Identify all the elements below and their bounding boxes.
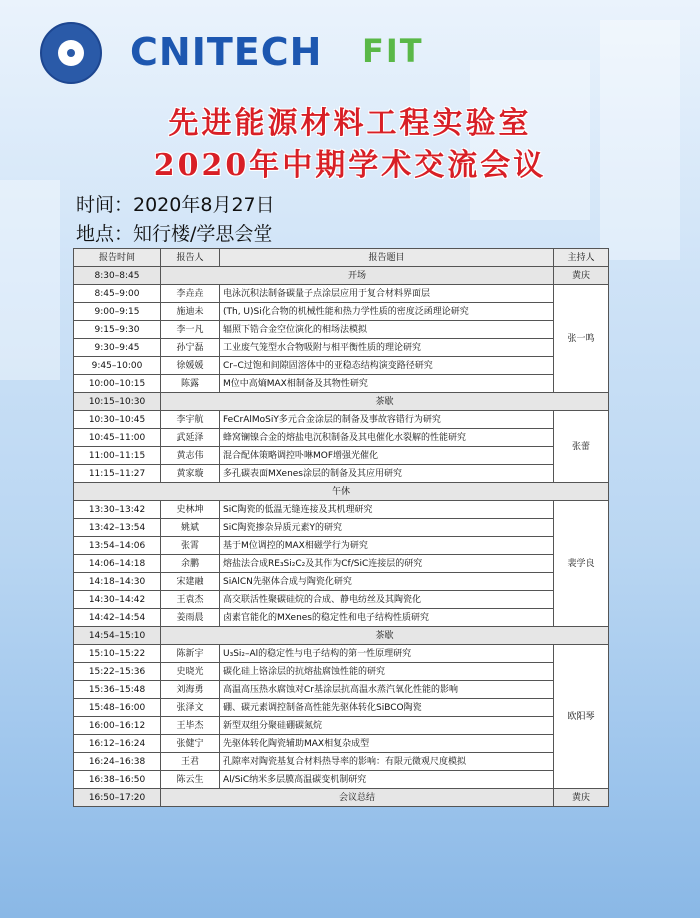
row-time: 9:15–9:30 bbox=[74, 321, 161, 339]
row-topic: 会议总结 bbox=[161, 789, 554, 807]
row-time: 10:00–10:15 bbox=[74, 375, 161, 393]
row-time: 13:42–13:54 bbox=[74, 519, 161, 537]
table-row bbox=[74, 501, 609, 519]
row-topic: 茶歇 bbox=[161, 627, 609, 645]
table-row bbox=[74, 645, 609, 663]
table-row bbox=[74, 339, 609, 357]
row-host: 欧阳琴 bbox=[554, 645, 609, 789]
table-row bbox=[74, 267, 609, 285]
row-topic: 新型双组分聚硅硼碳氮烷 bbox=[220, 717, 554, 735]
row-speaker: 王袁杰 bbox=[161, 591, 220, 609]
table-row bbox=[74, 753, 609, 771]
cnitech-logo: CNITECH bbox=[130, 30, 323, 74]
header-time: 报告时间 bbox=[74, 249, 161, 267]
table-row bbox=[74, 303, 609, 321]
table-row bbox=[74, 447, 609, 465]
row-time: 11:00–11:15 bbox=[74, 447, 161, 465]
row-speaker: 宋建融 bbox=[161, 573, 220, 591]
title-line2: 2020年中期学术交流会议 bbox=[153, 148, 547, 183]
row-host: 裴学良 bbox=[554, 501, 609, 627]
row-speaker: 武延泽 bbox=[161, 429, 220, 447]
row-topic: Cr–C过饱和间隙固溶体中的亚稳态结构演变路径研究 bbox=[220, 357, 554, 375]
row-topic: Al/SiC纳米多层膜高温碳变机制研究 bbox=[220, 771, 554, 789]
table-row bbox=[74, 771, 609, 789]
title-line1: 先进能源材料工程实验室 bbox=[168, 106, 532, 141]
row-speaker: 姜雨晨 bbox=[161, 609, 220, 627]
row-time: 10:15–10:30 bbox=[74, 393, 161, 411]
table-row bbox=[74, 663, 609, 681]
row-topic: 工业废气笼型水合物吸附与相平衡性质的理论研究 bbox=[220, 339, 554, 357]
row-speaker: 王君 bbox=[161, 753, 220, 771]
row-speaker: 陈云生 bbox=[161, 771, 220, 789]
row-time: 14:06–14:18 bbox=[74, 555, 161, 573]
table-row bbox=[74, 429, 609, 447]
row-topic: 碳化硅上铬涂层的抗熔盐腐蚀性能的研究 bbox=[220, 663, 554, 681]
row-time: 14:30–14:42 bbox=[74, 591, 161, 609]
row-topic: 多孔碳表面MXenes涂层的制备及其应用研究 bbox=[220, 465, 554, 483]
row-time: 11:15–11:27 bbox=[74, 465, 161, 483]
row-topic: 高温高压热水腐蚀对Cr基涂层抗高温水蒸汽氧化性能的影响 bbox=[220, 681, 554, 699]
header-speaker: 报告人 bbox=[161, 249, 220, 267]
background-panel bbox=[0, 180, 60, 380]
event-time: 时间：2020年8月27日 bbox=[76, 194, 275, 216]
table-row bbox=[74, 411, 609, 429]
table-row bbox=[74, 717, 609, 735]
table-row bbox=[74, 537, 609, 555]
row-topic: 先驱体转化陶瓷辅助MAX相复杂成型 bbox=[220, 735, 554, 753]
row-time: 16:50–17:20 bbox=[74, 789, 161, 807]
row-host: 黄庆 bbox=[554, 267, 609, 285]
row-time: 14:54–15:10 bbox=[74, 627, 161, 645]
row-topic: SiAlCN先驱体合成与陶瓷化研究 bbox=[220, 573, 554, 591]
row-speaker: 史晓光 bbox=[161, 663, 220, 681]
table-row bbox=[74, 681, 609, 699]
header-host: 主持人 bbox=[554, 249, 609, 267]
row-speaker: 孙宁磊 bbox=[161, 339, 220, 357]
row-host: 张蕾 bbox=[554, 411, 609, 483]
row-speaker: 陈露 bbox=[161, 375, 220, 393]
row-topic: 茶歇 bbox=[161, 393, 609, 411]
table-row bbox=[74, 321, 609, 339]
row-topic: 孔隙率对陶瓷基复合材料热导率的影响：有限元微观尺度模拟 bbox=[220, 753, 554, 771]
row-speaker: 王毕杰 bbox=[161, 717, 220, 735]
row-host: 张一鸣 bbox=[554, 285, 609, 393]
row-time: 14:18–14:30 bbox=[74, 573, 161, 591]
row-speaker: 张泽文 bbox=[161, 699, 220, 717]
header-topic: 报告题目 bbox=[220, 249, 554, 267]
row-time: 13:30–13:42 bbox=[74, 501, 161, 519]
table-header-row bbox=[74, 249, 609, 267]
table-row bbox=[74, 483, 609, 501]
row-topic: SiC陶瓷掺杂异质元素Y的研究 bbox=[220, 519, 554, 537]
table-row bbox=[74, 555, 609, 573]
row-speaker: 李宇航 bbox=[161, 411, 220, 429]
schedule-table bbox=[73, 248, 609, 807]
row-topic: U₃Si₂–Al的稳定性与电子结构的第一性原理研究 bbox=[220, 645, 554, 663]
table-row bbox=[74, 627, 609, 645]
row-host: 黄庆 bbox=[554, 789, 609, 807]
table-row bbox=[74, 573, 609, 591]
row-speaker: 余鹏 bbox=[161, 555, 220, 573]
table-row bbox=[74, 519, 609, 537]
row-speaker: 姚斌 bbox=[161, 519, 220, 537]
row-topic: SiC陶瓷的低温无缝连接及其机理研究 bbox=[220, 501, 554, 519]
row-time: 15:22–15:36 bbox=[74, 663, 161, 681]
header bbox=[0, 0, 700, 100]
row-topic: 辐照下锆合金空位演化的相场法模拟 bbox=[220, 321, 554, 339]
row-speaker: 黄家璇 bbox=[161, 465, 220, 483]
row-topic: 高交联活性聚碳硅烷的合成、静电纺丝及其陶瓷化 bbox=[220, 591, 554, 609]
table-row bbox=[74, 393, 609, 411]
row-speaker: 黄志伟 bbox=[161, 447, 220, 465]
row-topic: 午休 bbox=[74, 483, 609, 501]
table-row bbox=[74, 465, 609, 483]
row-time: 16:12–16:24 bbox=[74, 735, 161, 753]
row-topic: 基于M位调控的MAX相磁学行为研究 bbox=[220, 537, 554, 555]
table-row bbox=[74, 375, 609, 393]
row-topic: M位中高熵MAX相制备及其物性研究 bbox=[220, 375, 554, 393]
row-topic: 熔盐法合成RE₃Si₂C₂及其作为Cf/SiC连接层的研究 bbox=[220, 555, 554, 573]
row-speaker: 张健宁 bbox=[161, 735, 220, 753]
row-time: 14:42–14:54 bbox=[74, 609, 161, 627]
table-row bbox=[74, 735, 609, 753]
row-time: 8:30–8:45 bbox=[74, 267, 161, 285]
row-time: 9:45–10:00 bbox=[74, 357, 161, 375]
row-topic: 混合配体策略调控卟啉MOF增强光催化 bbox=[220, 447, 554, 465]
row-speaker: 施迪未 bbox=[161, 303, 220, 321]
row-time: 16:38–16:50 bbox=[74, 771, 161, 789]
row-speaker: 张霄 bbox=[161, 537, 220, 555]
row-topic: FeCrAlMoSiY多元合金涂层的制备及事故容错行为研究 bbox=[220, 411, 554, 429]
cas-seal-icon bbox=[40, 22, 102, 84]
row-time: 15:48–16:00 bbox=[74, 699, 161, 717]
row-topic: 卤素官能化的MXenes的稳定性和电子结构性质研究 bbox=[220, 609, 554, 627]
row-topic: 蜂窝镧镍合金的熔盐电沉积制备及其电催化水裂解的性能研究 bbox=[220, 429, 554, 447]
row-time: 15:36–15:48 bbox=[74, 681, 161, 699]
row-speaker: 陈新宇 bbox=[161, 645, 220, 663]
table-row bbox=[74, 699, 609, 717]
table-row bbox=[74, 357, 609, 375]
row-topic: 硼、碳元素调控制备高性能先驱体转化SiBCO陶瓷 bbox=[220, 699, 554, 717]
row-time: 8:45–9:00 bbox=[74, 285, 161, 303]
row-speaker: 徐媛媛 bbox=[161, 357, 220, 375]
table-row bbox=[74, 285, 609, 303]
row-speaker: 李垚垚 bbox=[161, 285, 220, 303]
row-time: 16:00–16:12 bbox=[74, 717, 161, 735]
row-time: 10:45–11:00 bbox=[74, 429, 161, 447]
row-time: 13:54–14:06 bbox=[74, 537, 161, 555]
table-row bbox=[74, 789, 609, 807]
row-topic: 电泳沉积法制备碳量子点涂层应用于复合材料界面层 bbox=[220, 285, 554, 303]
row-topic: 开场 bbox=[161, 267, 554, 285]
row-topic: (Th, U)Si化合物的机械性能和热力学性质的密度泛函理论研究 bbox=[220, 303, 554, 321]
table-row bbox=[74, 591, 609, 609]
row-time: 15:10–15:22 bbox=[74, 645, 161, 663]
fit-logo: FIT bbox=[362, 32, 424, 70]
row-time: 16:24–16:38 bbox=[74, 753, 161, 771]
table-row bbox=[74, 609, 609, 627]
row-time: 10:30–10:45 bbox=[74, 411, 161, 429]
row-time: 9:30–9:45 bbox=[74, 339, 161, 357]
row-speaker: 刘海勇 bbox=[161, 681, 220, 699]
row-speaker: 李一凡 bbox=[161, 321, 220, 339]
row-speaker: 史林坤 bbox=[161, 501, 220, 519]
event-place: 地点：知行楼/学思会堂 bbox=[76, 223, 273, 245]
row-time: 9:00–9:15 bbox=[74, 303, 161, 321]
